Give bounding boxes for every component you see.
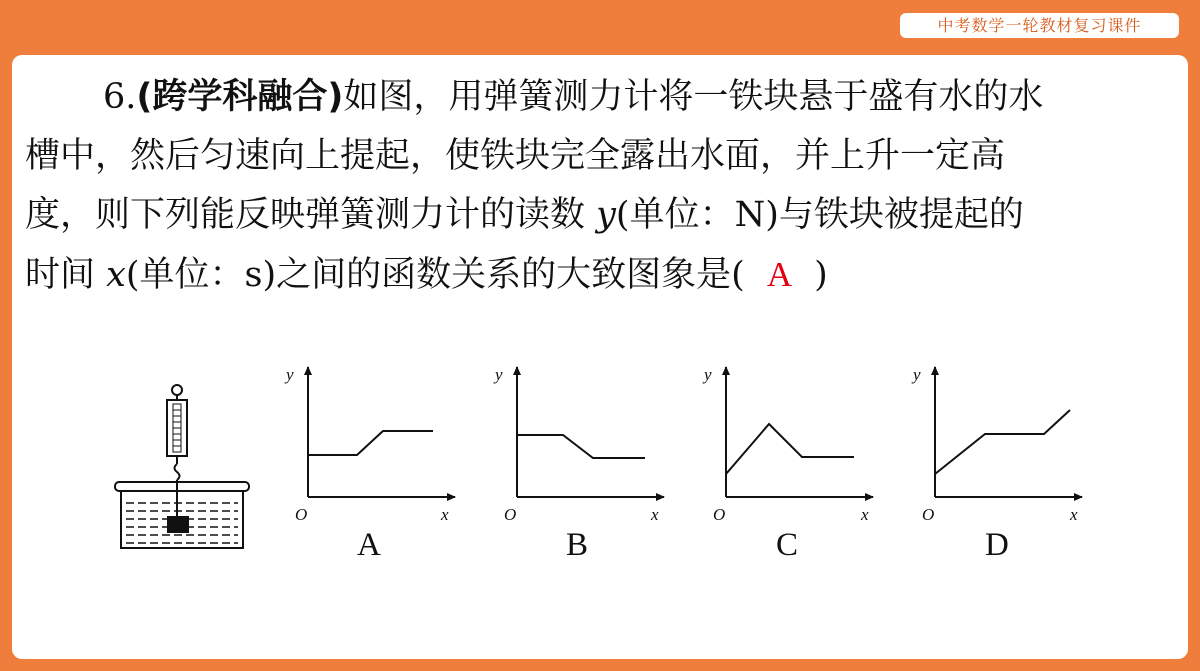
graph-c-x-label: x [861,505,869,524]
graph-b-y-label: y [495,365,503,384]
graph-option-d [935,367,1082,497]
option-d-label: D [985,527,1009,563]
graph-d-origin-label: O [922,505,935,524]
question-line-3-text-b: (单位：N)与铁块被提起的 [615,195,1024,235]
water-tank-icon [115,482,249,548]
graph-b-x-label: x [651,505,659,524]
graph-d-y-label: y [913,365,921,384]
question-number: 6. [103,77,137,117]
question-line-4-end: ) [814,255,828,295]
question-tag: (跨学科融合) [136,77,344,117]
graph-c-line [726,424,854,474]
answer-mark: A [766,255,793,294]
option-b-label: B [566,527,589,563]
question-line-2: 槽中，然后匀速向上提起，使铁块完全露出水面，并上升一定高 [25,136,1006,176]
variable-x: x [106,255,126,295]
spring-scale-icon [167,385,187,518]
graph-a-x-label: x [441,505,449,524]
graph-b-origin-label: O [504,505,517,524]
graph-b-line [517,435,645,458]
option-c-label: C [776,527,799,563]
graph-a-line [308,431,433,455]
graph-d-line [935,410,1070,474]
graph-a-origin-label: O [295,505,308,524]
question-line-4-text-a: 时间 [25,255,107,295]
option-a-label: A [357,527,381,563]
graph-option-a [308,367,455,497]
graph-a-y-label: y [286,365,294,384]
spring-scale-tank-illustration [115,385,249,548]
graph-c-origin-label: O [713,505,726,524]
graph-option-c [726,367,873,497]
question-line-3-text-a: 度，则下列能反映弹簧测力计的读数 [25,195,597,235]
graph-option-b [517,367,664,497]
course-title-badge: 中考数学一轮教材复习课件 [900,13,1179,38]
question-line-1-text: 如图，用弹簧测力计将一铁块悬于盛有水的水 [343,77,1044,117]
variable-y: y [596,195,616,235]
question-line-4-text-b: (单位：s)之间的函数关系的大致图象是( [125,255,745,295]
graph-d-x-label: x [1070,505,1078,524]
graph-c-y-label: y [704,365,712,384]
